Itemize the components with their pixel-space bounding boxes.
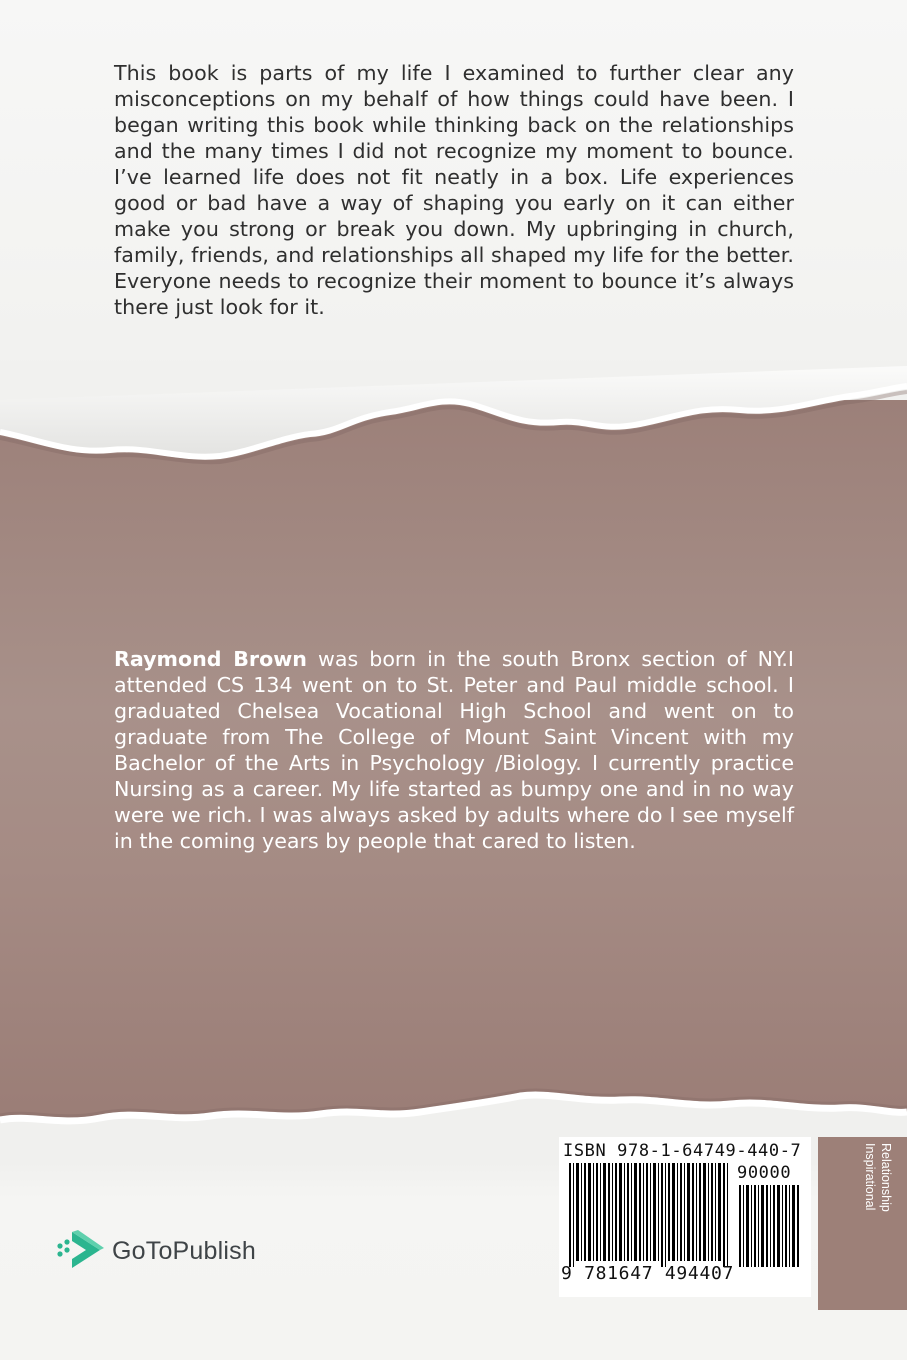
category-relationship: Relationship [879, 1143, 893, 1212]
category-labels [862, 1143, 894, 1212]
author-bio [114, 646, 794, 854]
publisher-name: GoToPublish [112, 1236, 256, 1265]
top-torn-edge [0, 366, 907, 478]
author-bio-text: was born in the south Bronx section of NY.I attended CS 134 went on to St. Peter and Paul middle school. I graduated Chelsea Vocational High School and went on to graduate from The College of Mount Saint Vincent with my Bachelor of the Arts in Psychology /Biology. I currently practice Nursing as a career. My life started as bumpy one and in no way were we rich. I was always asked by adults where do I see myself in the coming years by people that cared to listen. [114, 647, 794, 853]
author-name: Raymond Brown [114, 647, 307, 671]
chevron-arrow-icon [56, 1226, 106, 1276]
price-code: 90000 [737, 1163, 792, 1183]
isbn-barcode [559, 1137, 811, 1297]
book-blurb: This book is parts of my life I examined to further clear any misconceptions on my behalf of how things could have been. I began writing this book while thinking back on the relationships and the many times I did not recognize my moment to bounce. I’ve learned life does not fit neatly in a box. Life experiences good or bad have a way of shaping you early on it can either make you strong or break you down. My upbringing in church, family, friends, and relationships all shaped my life for the better. Everyone needs to recognize their moment to bounce it’s always there just look for it. [114, 61, 794, 319]
category-inspirational: Inspirational [863, 1143, 877, 1211]
publisher-logo [56, 1226, 256, 1276]
ean-digits: 9 781647 494407 [561, 1263, 735, 1284]
isbn-label: ISBN 978-1-64749-440-7 [563, 1141, 802, 1161]
category-box [818, 1137, 907, 1310]
